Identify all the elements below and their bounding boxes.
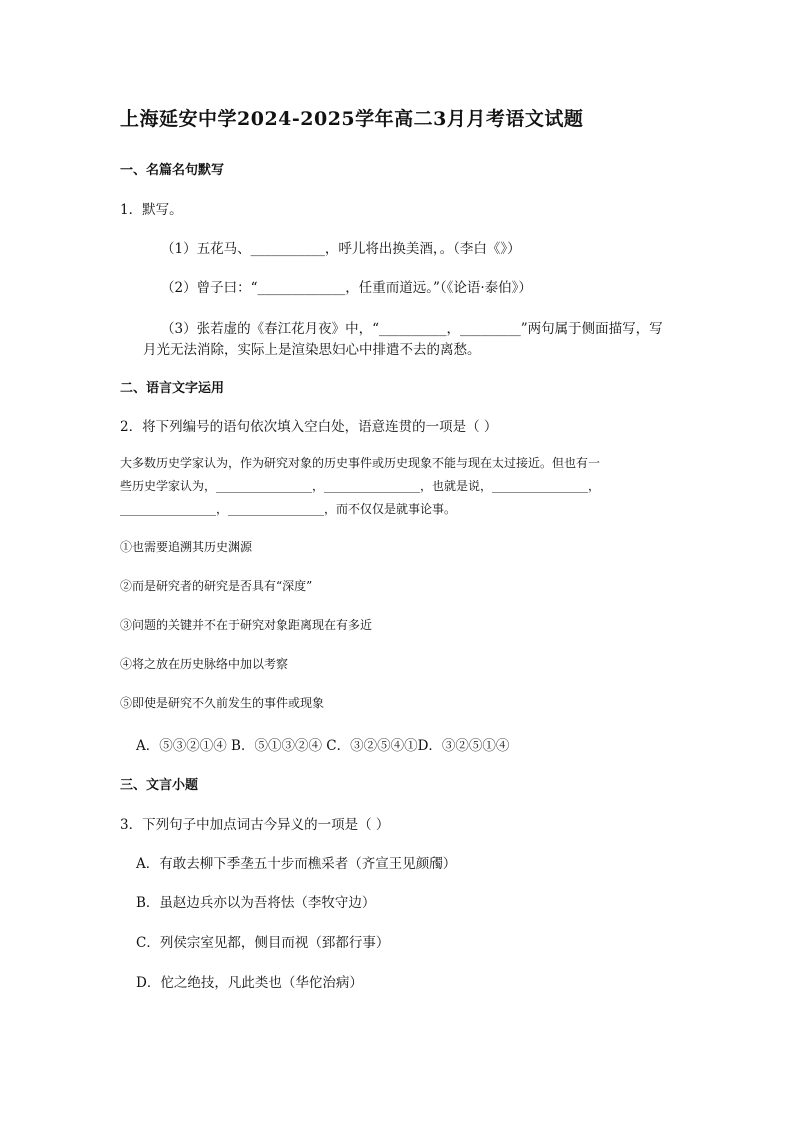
choice-item-3: ③问题的关键并不在于研究对象距离现在有多近 — [120, 618, 373, 632]
choice-item-4: ④将之放在历史脉络中加以考察 — [120, 657, 289, 671]
question-3-stem: 3．下列句子中加点词古今异义的一项是（ ） — [120, 817, 390, 833]
passage-line: 些历史学家认为，________________，________________，也就是说，________________， — [120, 479, 601, 493]
choice-item-2: ②而是研究者的研究是否具有“深度” — [120, 579, 313, 593]
question-2-options: A．⑤③②①④ B．⑤①③②④ C．③②⑤④①D．③②⑤①④ — [136, 738, 510, 754]
page-title: 上海延安中学2024-2025学年高二3月月考语文试题 — [120, 108, 584, 130]
question-2-stem: 2．将下列编号的语句依次填入空白处，语意连贯的一项是（ ） — [120, 419, 498, 435]
question-1-item-3-line-1: （3）张若虚的《春江花月夜》中，“__________，_________”两句属于侧面描写，写 — [161, 321, 663, 337]
question-3-option-c: C．列侯宗室见都，侧目而视（郅都行事） — [136, 935, 390, 951]
question-1-item-1: （1）五花马、___________，呼儿将出换美酒，。（李白《》） — [161, 241, 521, 257]
question-3-option-d: D．佗之绝技，凡此类也（华佗治病） — [136, 975, 363, 991]
question-3-option-b: B．虽赵边兵亦以为吾将怯（李牧守边） — [136, 895, 376, 911]
choice-item-1: ①也需要追溯其历史渊源 — [120, 540, 253, 554]
section-heading-1: 一、名篇名句默写 — [120, 163, 225, 178]
section-heading-2: 二、语言文字运用 — [120, 381, 225, 396]
question-1-item-2: （2）曾子曰：“_____________，任重而道远。”（《论语·泰伯》） — [161, 280, 532, 296]
passage-line: 大多数历史学家认为，作为研究对象的历史事件或历史现象不能与现在太过接近。但也有一 — [120, 456, 601, 470]
passage-line: ________________，________________，而不仅仅是就事论事。 — [120, 502, 457, 516]
question-3-option-a: A．有敢去柳下季垄五十步而樵采者（齐宣王见颜斶） — [136, 856, 457, 872]
section-heading-3: 三、文言小题 — [120, 778, 199, 793]
question-1-item-3-line-2: 月光无法消除，实际上是渲染思妇心中排遣不去的离愁。 — [143, 342, 481, 358]
question-1-stem: 1．默写。 — [120, 202, 183, 218]
choice-item-5: ⑤即使是研究不久前发生的事件或现象 — [120, 696, 325, 710]
question-2-passage — [120, 452, 680, 521]
